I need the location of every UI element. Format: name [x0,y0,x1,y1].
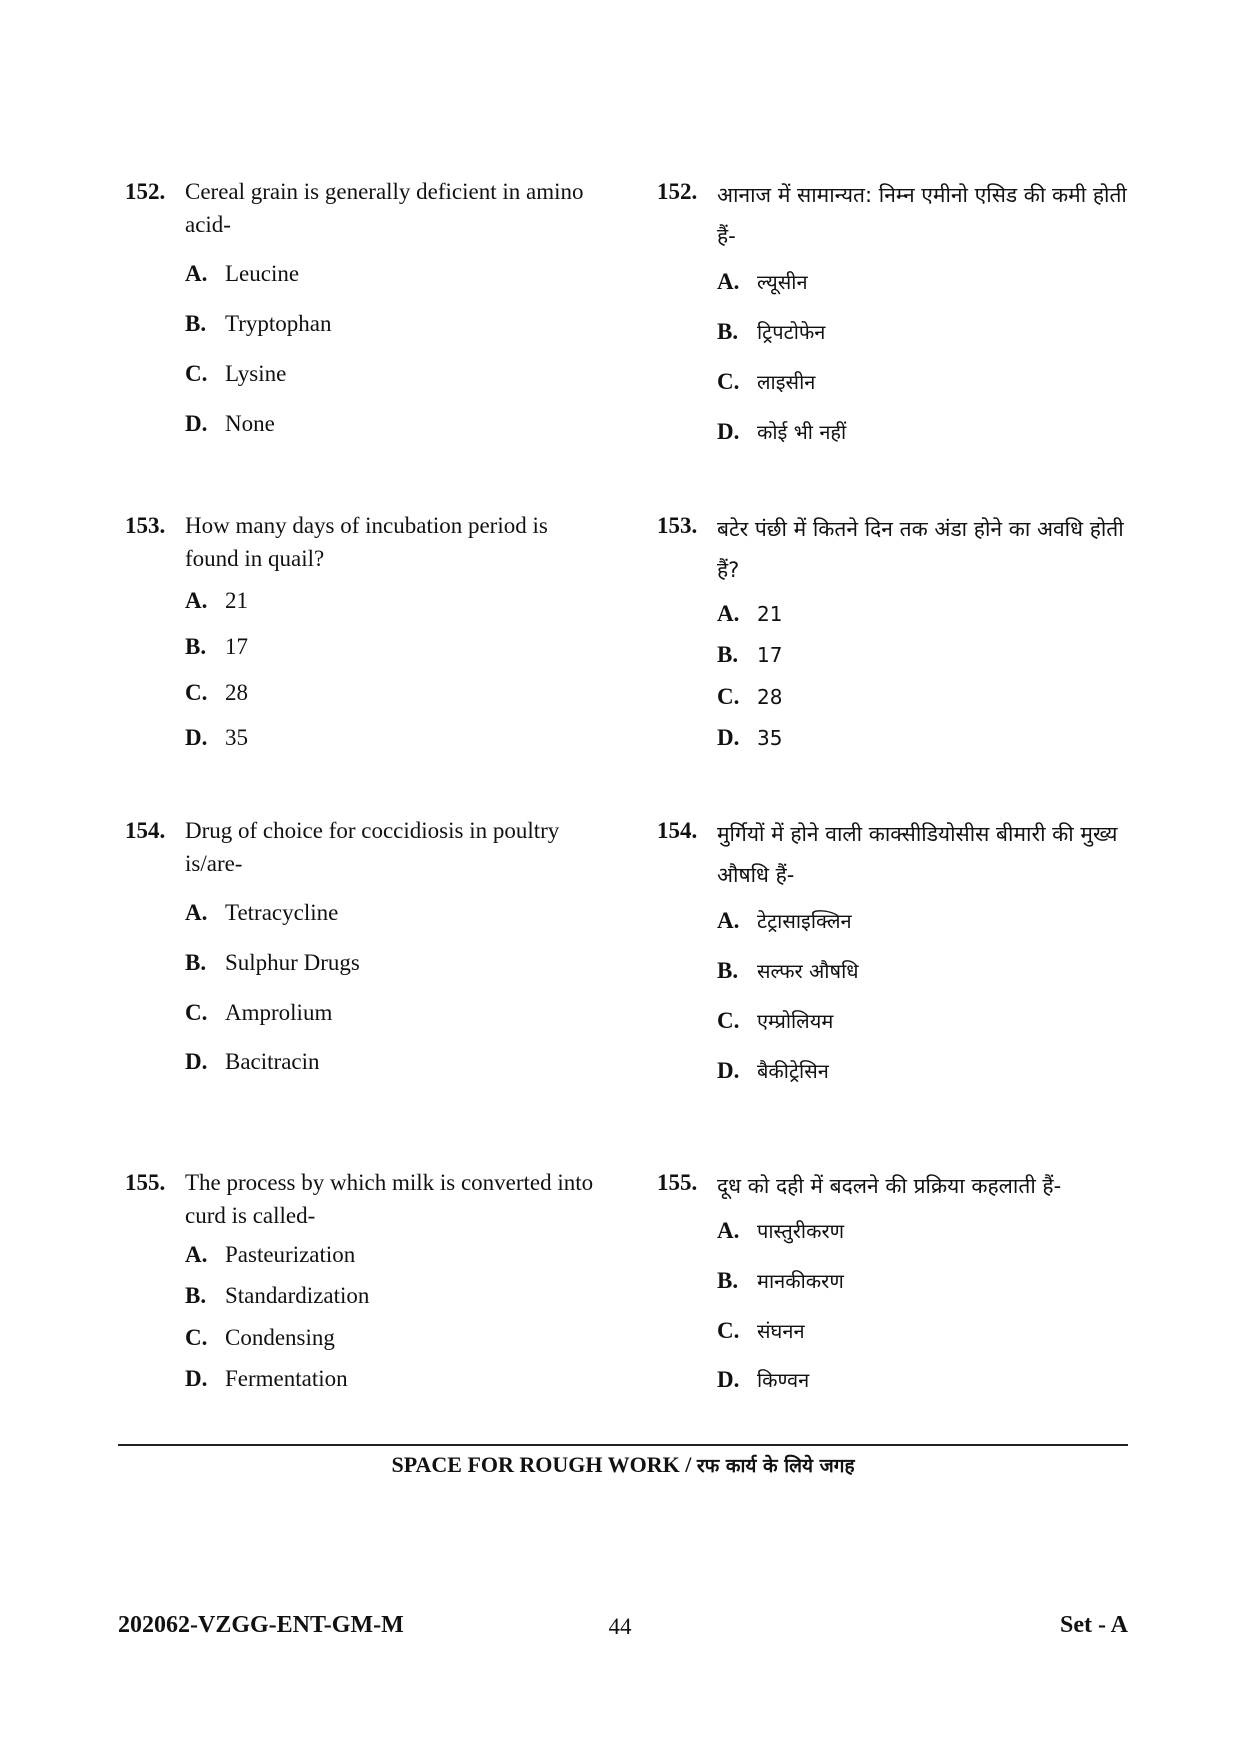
option-b: B. सल्फर औषधि [717,958,859,983]
option-b: B. Sulphur Drugs [185,950,360,975]
question-number: 154. [125,818,166,843]
rough-work-heading: SPACE FOR ROUGH WORK / रफ कार्य के लिये जगह [391,1452,855,1477]
question-stem: दूध को दही में बदलने की प्रक्रिया कहलाती हैं- [717,1174,1062,1198]
option-a: A. ल्यूसीन [717,269,808,294]
set-label: Set - A [1060,1612,1128,1638]
option-c: C. Condensing [185,1325,335,1350]
question-number: 154. [657,818,698,843]
question-number: 153. [125,513,166,538]
option-b: B. Tryptophan [185,311,332,336]
option-d: D. 35 [185,725,248,750]
question-stem: आनाज में सामान्यत: निम्न एमीनो एसिड की कमी होती हैं- [717,183,1127,248]
option-a: A. 21 [717,601,783,626]
option-c: C. संघनन [717,1318,805,1343]
question-number: 155. [657,1170,698,1195]
option-a: A. Leucine [185,261,300,286]
divider-line [118,1444,1128,1446]
question-number: 152. [657,179,698,204]
option-c: C. लाइसीन [717,369,816,394]
option-d: D. किण्वन [717,1367,810,1392]
question-stem: बटेर पंछी में कितने दिन तक अंडा होने का अवधि होती हैं? [717,517,1124,582]
option-d: D. Bacitracin [185,1049,320,1074]
option-c: C. Lysine [185,361,287,386]
option-b: B. मानकीकरण [717,1268,844,1293]
question-stem: Drug of choice for coccidiosis in poultry is/are- [185,818,560,876]
option-a: A. पास्तुरीकरण [717,1218,845,1243]
page-number: 44 [608,1614,632,1639]
question-number: 155. [125,1170,166,1195]
question-stem: How many days of incubation period is found in quail? [185,513,548,571]
question-stem: Cereal grain is generally deficient in amino acid- [185,179,584,237]
option-d: D. None [185,411,275,436]
option-b: B. Standardization [185,1283,370,1308]
option-b: B. 17 [185,634,248,659]
question-number: 152. [125,179,166,204]
paper-code: 202062-VZGG-ENT-GM-M [118,1612,404,1638]
question-stem: The process by which milk is converted into curd is called- [185,1170,594,1228]
question-number: 153. [657,513,698,538]
option-c: C. 28 [185,680,248,705]
option-a: A. Pasteurization [185,1242,356,1267]
option-d: D. बैकीट्रेसिन [717,1058,829,1083]
option-d: D. Fermentation [185,1366,348,1391]
option-c: C. Amprolium [185,1000,333,1025]
option-b: B. 17 [717,642,783,667]
option-a: A. 21 [185,588,248,613]
question-stem: मुर्गियों में होने वाली काक्सीडियोसीस बीमारी की मुख्य औषधि हैं- [717,822,1118,887]
option-c: C. 28 [717,684,783,709]
option-a: A. Tetracycline [185,900,339,925]
option-d: D. 35 [717,725,783,750]
option-b: B. ट्रिपटोफेन [717,319,826,344]
option-d: D. कोई भी नहीं [717,419,847,444]
option-a: A. टेट्रासाइक्लिन [717,908,852,933]
option-c: C. एम्प्रोलियम [717,1008,834,1033]
